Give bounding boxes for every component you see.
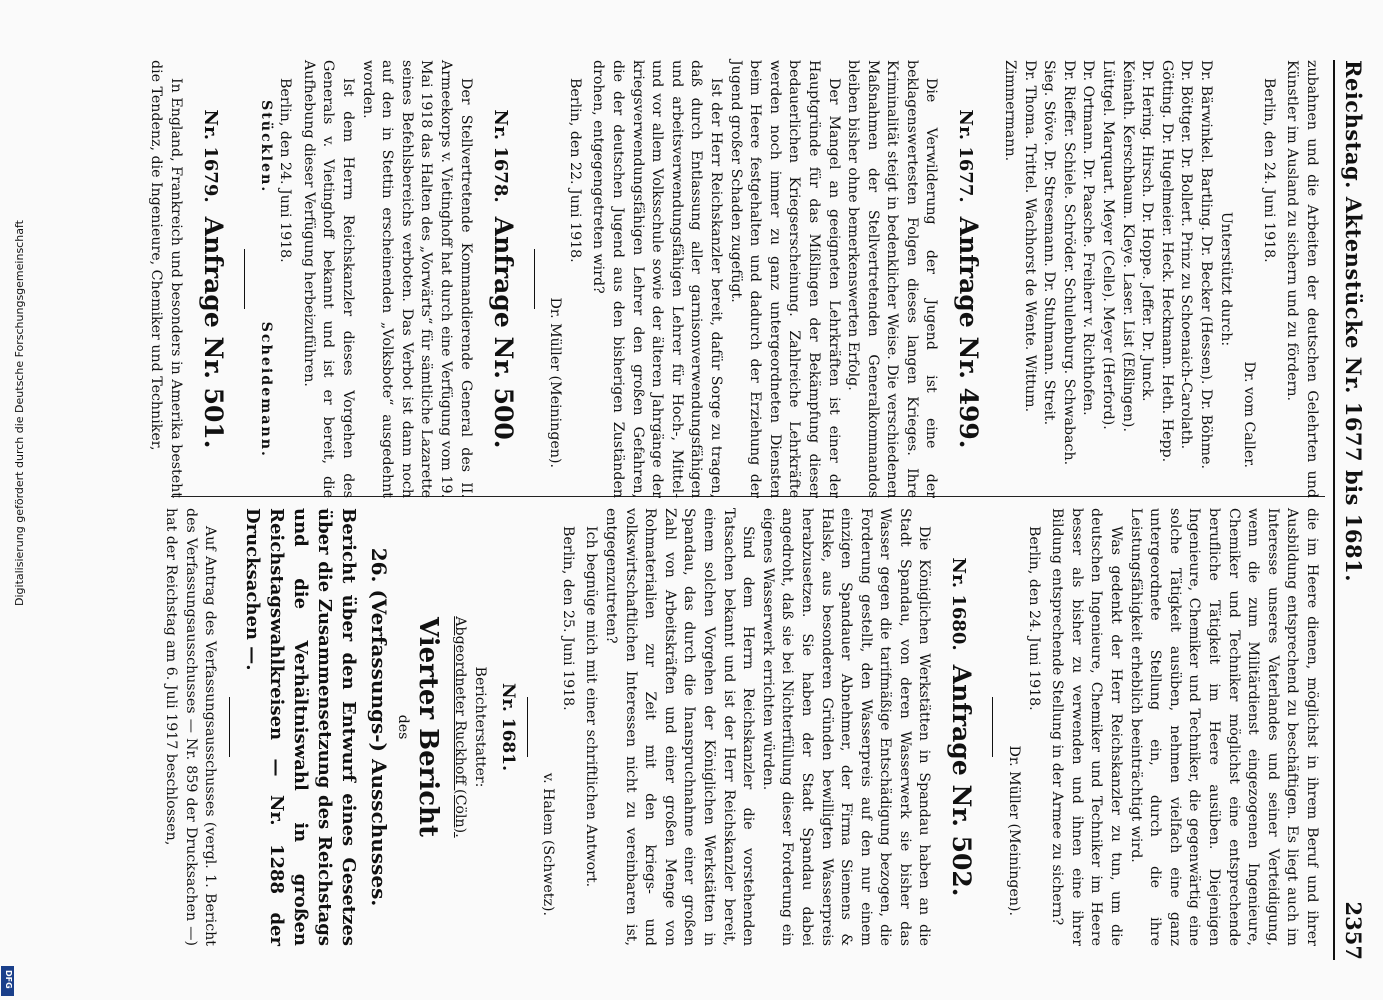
paragraph: Der Stellvertretende Kommandierende General des II. Armeekorps v. Vietinghoff hat durch eine Verfügung vom 19. Mai 1918 das Halten des „Vorwärts“ für sämtliche Lazarette seines Befehlsbereichs verboten. Das Verbot ist dann noch auf den in Stettin erscheinenden „Volksbote“ ausgedehnt worden. [359, 60, 474, 498]
supporter-line: Keinath. Kerschbaum. Kleye. Laser. List (Eßlingen). [1119, 60, 1136, 432]
supporter-line: Zimmermann. [1002, 60, 1019, 162]
date-line: Berlin, den 24. Juni 1918. [1260, 78, 1277, 263]
paragraph: Ist dem Herrn Reichskanzler dieses Vorgehen des Generals v. Vietinghoff bekannt und ist er bereit, die Aufhebung dieser Verfügung herbeizuführen. [300, 60, 357, 498]
signature: v. Halem (Schwetz). [540, 772, 557, 916]
divider-rule [993, 697, 994, 757]
supporter-line: Dr. Bärwinkel. Bartling. Dr. Becker (Hessen). Dr. Böhme. [1198, 60, 1215, 470]
section-number: Nr. 1678. [489, 109, 511, 203]
supporter-line: Dr. Böttger. Dr. Bollert. Prinz zu Schoenaich-Carolath. [1178, 60, 1195, 450]
right-column [160, 508, 1321, 946]
paragraph: zubahnen und die Arbeiten der deutschen Gelehrten und Künstler im Ausland zu sichern und zu fördern. [1284, 60, 1320, 498]
dfg-logo [1, 966, 14, 996]
supporter-list [1000, 60, 1216, 498]
signature: Stücklen. [257, 100, 274, 194]
divider-rule [527, 697, 528, 757]
section-number: Nr. 1677. [955, 109, 977, 203]
supporter-line: Dr. Rieffer. Schiele. Schröder. Schulenburg. Schwabach. [1060, 60, 1077, 466]
signature: Dr. vom Caller. [1241, 361, 1258, 468]
document-number: Nr. 1681. [497, 682, 518, 771]
paragraph: Die Verwilderung der Jugend ist eine der beklagenswertesten Folgen dieses langen Krieges. Ihre Kriminalität steigt in bedenklicher Weise. Die verschiedenen Maßnahmen der Stellvertretenden Generalkommandos bleiben bisher ohne bemerkenswerten Erfolg. [845, 60, 940, 498]
credit-text: Digitalisierung gefördert durch die Deutsche Forschungsgemeinschaft [13, 220, 26, 606]
supporter-line: Götting. Dr. Hugelmeier. Heck. Heckmann. Heth. Hepp. [1158, 60, 1175, 463]
divider-rule [534, 249, 535, 309]
paragraph: Auf Antrag des Verfassungsausschusses (vergl. 1. Bericht des Verfassungsausschusses — Nr. 859 der Drucksachen —) hat der Reichstag am 6. Juli 1917 beschlossen, [163, 508, 219, 946]
signature: Scheidemann. [257, 321, 274, 458]
section-heading: Anfrage Nr. 500. [488, 216, 518, 449]
section-title [951, 60, 984, 498]
date-line: Berlin, den 25. Juni 1918. [559, 526, 576, 711]
page-number: 2357 [1341, 901, 1366, 960]
running-header [1333, 60, 1375, 960]
paragraph: In England, Frankreich und besonders in Amerika besteht die Tendenz, die Ingenieure, Chemiker und Techniker, [148, 60, 185, 498]
section-title [195, 60, 228, 498]
supporter-line: Dr. Thoma. Trittel. Wachhorst de Wente. Wittum. [1021, 60, 1038, 413]
signature: Dr. Müller (Meiningen). [547, 297, 564, 468]
left-column [146, 60, 1321, 498]
date-line: Berlin, den 24. Juni 1918. [277, 78, 294, 263]
section-heading: Anfrage Nr. 501. [199, 216, 229, 449]
report-des: des [394, 714, 411, 740]
paragraph: Ist der Herr Reichskanzler bereit, dafür Sorge zu tragen, daß durch Entlassung aller garnisonverwendungsfähigen und arbeitsverwendungsfähigen Lehrer für Hoch-, Mittel- und vor allem Volksschule sowie der älteren Jahrgänge der kriegsverwendungsfähigen Lehrer den großen Gefahren, die der deutschen Jugend aus den bisherigen Zuständen drohen, entgegengetreten wird? [590, 60, 724, 498]
section-heading: Anfrage Nr. 502. [947, 664, 977, 897]
report-subject: Bericht über den Entwurf eines Gesetzes über die Zusammensetzung des Reichstags und die Verhältniswahl in großen Reichstagswahlkreisen — Nr. 1288 der Drucksachen —. [242, 508, 360, 946]
section-number: Nr. 1679. [200, 109, 222, 203]
section-heading: Anfrage Nr. 499. [954, 216, 984, 449]
section-number: Nr. 1680. [948, 557, 970, 651]
signature: Dr. Müller (Meiningen). [1006, 745, 1023, 916]
paragraph: die im Heere dienen, möglichst in ihrem Beruf und ihrer Ausbildung entsprechend zu beschäftigen. Es liegt auch im Interesse unseres Vaterlandes und seiner Verteidigung, wenn die zum Militärdienst eingezogenen Ingenieure, Chemiker und Techniker möglichst eine entsprechende berufliche Tätigkeit im Heere ausüben. Diejenigen Ingenieure, Chemiker und Techniker, die gegenwärtig eine solche Tätigkeit ausüben, nehmen vielfach eine ganz untergeordnete Stellung ein, durch die ihre Leistungsfähigkeit erheblich beeinträchtigt wird. [1127, 508, 1320, 946]
report-title: Vierter Bericht [412, 617, 443, 837]
paragraph: Die Königlichen Werkstätten in Spandau haben an die Stadt Spandau, von deren Wasserwerk sie bisher das Wasser gegen die tarifmäßige Entschädigung bezogen, die Forderung gestellt, den Wasserpreis auf den nur einem einzigen Spandauer Abnehmer, der Firma Siemens & Halske, aus besonderen Gründen bewilligten Wasserpreis herabzusetzen. Sie haben der Stadt Spandau dabei angedroht, daß sie bei Nichterfüllung dieser Forderung ein eigenes Wasserwerk errichten würden. [759, 508, 933, 946]
supporter-line: Dr. Ortmann. Dr. Paasche. Freiherr v. Richthofen. [1080, 60, 1097, 416]
supporter-line: Lüttgel. Marquart. Meyer (Celle). Meyer (Herford). [1100, 60, 1117, 430]
section-title [485, 60, 518, 498]
running-title: Reichstag. Aktenstücke Nr. 1677 bis 1681. [1341, 60, 1366, 583]
divider-rule [244, 249, 245, 309]
paragraph: Ich begnüge mich mit einer schriftlichen Antwort. [583, 526, 600, 888]
margin-credit [0, 0, 26, 1000]
logo-text: DFG [4, 970, 13, 989]
supporter-line: Dr. Hering. Hirsch. Dr. Hoppe. Jeffer. Dr. Junck. [1139, 60, 1156, 402]
section-title [944, 508, 977, 946]
reporter-label: Berichterstatter: [472, 666, 489, 788]
date-line: Berlin, den 22. Juni 1918. [566, 78, 583, 263]
committee-name: 26. (Verfassungs-) Ausschusses. [367, 547, 392, 907]
reporter-name: Abgeordneter Ruckhoff (Cöln). [452, 616, 469, 838]
paragraph: Was gedenkt der Herr Reichskanzler zu tun, um die deutschen Ingenieure, Chemiker und Techniker im Heere besser als bisher zu verwenden und ihnen eine ihrer Bildung entsprechende Stellung in der Armee zu sichern? [1049, 508, 1125, 946]
paragraph: Sind dem Herrn Reichskanzler die vorstehenden Tatsachen bekannt und ist der Herr Reichskanzler bereit, einem solchen Vorgehen der Königlichen Werkstätten in Spandau, das durch die Inanspruchnahme einer großen Zahl von Arbeitskräften und einer großen Menge von Rohmaterialien zur Zeit mit den kriegs- und volkswirtschaftlichen Interessen nicht zu vereinbaren ist, entgegenzutreten? [603, 508, 757, 946]
supported-label: Unterstützt durch: [1217, 211, 1234, 347]
paragraph: Der Mangel an geeigneten Lehrkräften ist einer der Hauptgründe für das Mißlingen der Bekämpfung dieser bedauerlichen Kriegserscheinung. Zahlreiche Lehrkräfte werden noch immer zu ganz untergeordneten Diensten beim Heere festgehalten und dadurch der Erziehung der Jugend großer Schaden zugefügt. [727, 60, 842, 498]
supporter-line: Sieg. Stöve. Dr. Stresemann. Dr. Stuhmann. Streit. [1041, 60, 1058, 426]
date-line: Berlin, den 24. Juni 1918. [1025, 526, 1042, 711]
signature-row [255, 60, 275, 498]
divider-rule [229, 697, 230, 757]
rotated-page [141, 0, 1383, 1000]
